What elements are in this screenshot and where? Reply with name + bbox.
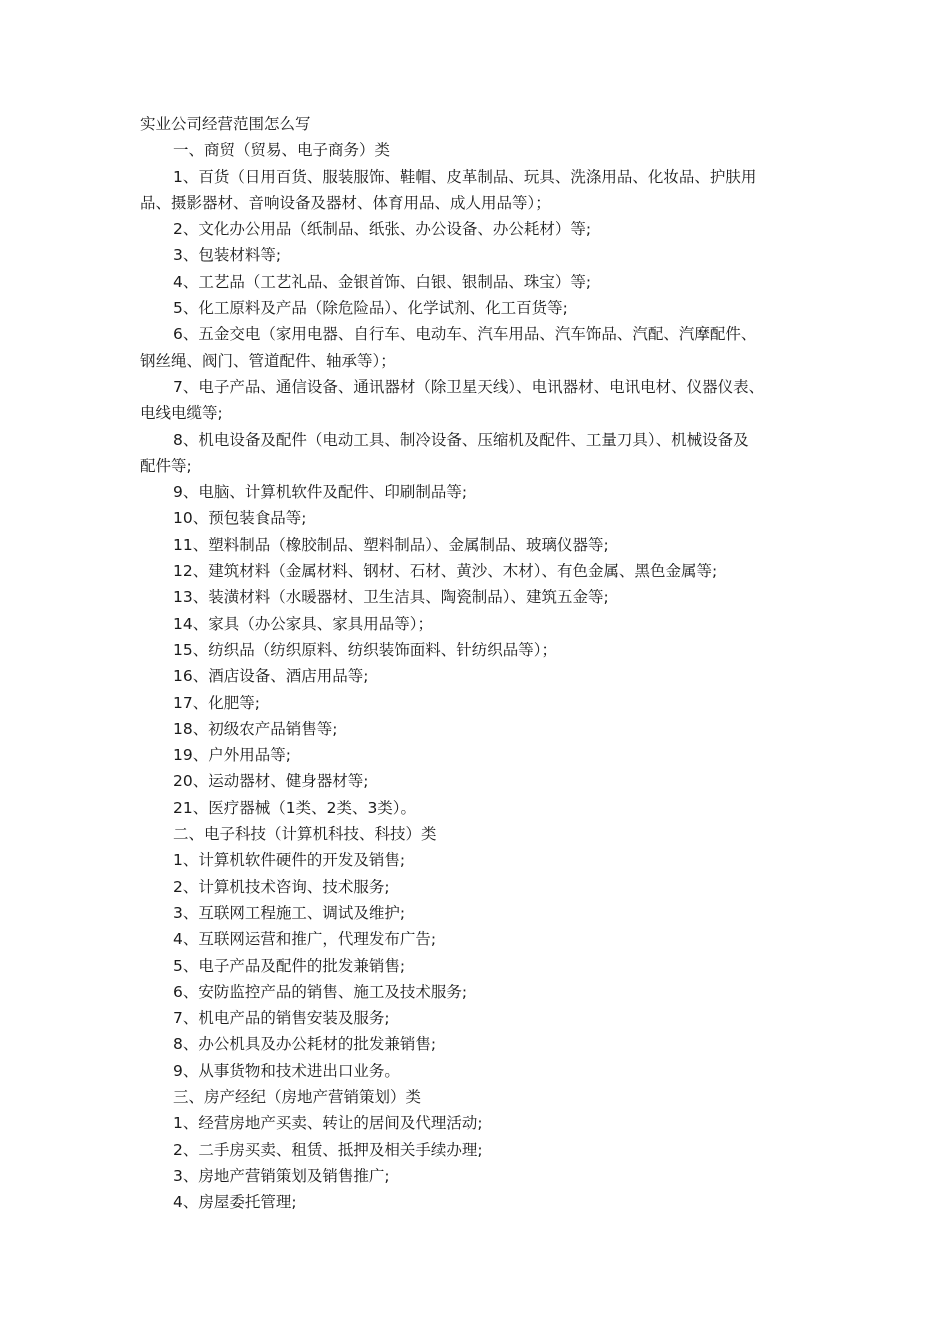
document-line: 5、电子产品及配件的批发兼销售; (173, 956, 406, 975)
document-line: 10、预包装食品等; (173, 509, 307, 528)
document-line: 13、装潢材料（水暖器材、卫生洁具、陶瓷制品）、建筑五金等; (173, 588, 609, 607)
document-line: 14、家具（办公家具、家具用品等）； (173, 614, 433, 633)
document-line: 2、计算机技术咨询、技术服务; (173, 877, 390, 896)
document-line: 20、运动器材、健身器材等; (173, 772, 369, 791)
document-body (140, 137, 820, 1215)
document-line: 4、互联网运营和推广，代理发布广告; (173, 930, 437, 949)
document-line: 二、电子科技（计算机科技、科技）类 (173, 825, 437, 844)
document-line: 21、医疗器械（1类、2类、3类）。 (173, 798, 417, 817)
document-line: 19、户外用品等; (173, 746, 291, 765)
document-line: 2、文化办公用品（纸制品、纸张、办公设备、办公耗材）等; (173, 220, 592, 239)
document-line: 7、机电产品的销售安装及服务; (173, 1009, 390, 1028)
document-page (140, 111, 820, 1215)
document-line: 配件等; (140, 456, 192, 475)
document-line: 3、互联网工程施工、调试及维护; (173, 903, 406, 922)
document-line: 9、电脑、计算机软件及配件、印刷制品等; (173, 483, 468, 502)
document-line: 18、初级农产品销售等; (173, 719, 338, 738)
document-line: 3、包装材料等; (173, 246, 282, 265)
document-line: 7、电子产品、通信设备、通讯器材（除卫星天线）、电讯器材、电讯电材、仪器仪表、 (173, 377, 765, 396)
document-line: 3、房地产营销策划及销售推广; (173, 1166, 390, 1185)
document-line: 电线电缆等; (140, 404, 223, 423)
document-line: 1、经营房地产买卖、转让的居间及代理活动; (173, 1114, 483, 1133)
document-line: 11、塑料制品（橡胶制品、塑料制品）、金属制品、玻璃仪器等; (173, 535, 609, 554)
document-line: 4、工艺品（工艺礼品、金银首饰、白银、银制品、珠宝）等; (173, 272, 592, 291)
document-line: 4、房屋委托管理; (173, 1193, 297, 1212)
document-line: 三、房产经纪（房地产营销策划）类 (173, 1087, 422, 1106)
document-line: 8、办公机具及办公耗材的批发兼销售; (173, 1035, 437, 1054)
document-line: 2、二手房买卖、租赁、抵押及相关手续办理; (173, 1140, 483, 1159)
document-line: 16、酒店设备、酒店用品等; (173, 667, 369, 686)
document-line: 6、五金交电（家用电器、自行车、电动车、汽车用品、汽车饰品、汽配、汽摩配件、 (173, 325, 757, 344)
document-line: 一、商贸（贸易、电子商务）类 (173, 141, 391, 160)
document-line: 8、机电设备及配件（电动工具、制冷设备、压缩机及配件、工量刀具）、机械设备及 (173, 430, 749, 449)
document-line: 1、计算机软件硬件的开发及销售; (173, 851, 406, 870)
document-line: 5、化工原料及产品（除危险品）、化学试剂、化工百货等; (173, 299, 568, 318)
document-line: 17、化肥等; (173, 693, 260, 712)
document-line: 12、建筑材料（金属材料、钢材、石材、黄沙、木材）、有色金属、黑色金属等; (173, 562, 718, 581)
document-line: 钢丝绳、阀门、管道配件、轴承等）； (140, 351, 396, 370)
document-line: 6、安防监控产品的销售、施工及技术服务; (173, 982, 468, 1001)
document-title: 实业公司经营范围怎么写 (140, 115, 311, 133)
document-line: 9、从事货物和技术进出口业务。 (173, 1061, 400, 1080)
document-line: 15、纺织品（纺织原料、纺织装饰面料、针纺织品等）； (173, 640, 557, 659)
document-line: 1、百货（日用百货、服装服饰、鞋帽、皮革制品、玩具、洗涤用品、化妆品、护肤用 (173, 167, 757, 186)
document-line: 品、摄影器材、音响设备及器材、体育用品、成人用品等）； (140, 193, 551, 212)
